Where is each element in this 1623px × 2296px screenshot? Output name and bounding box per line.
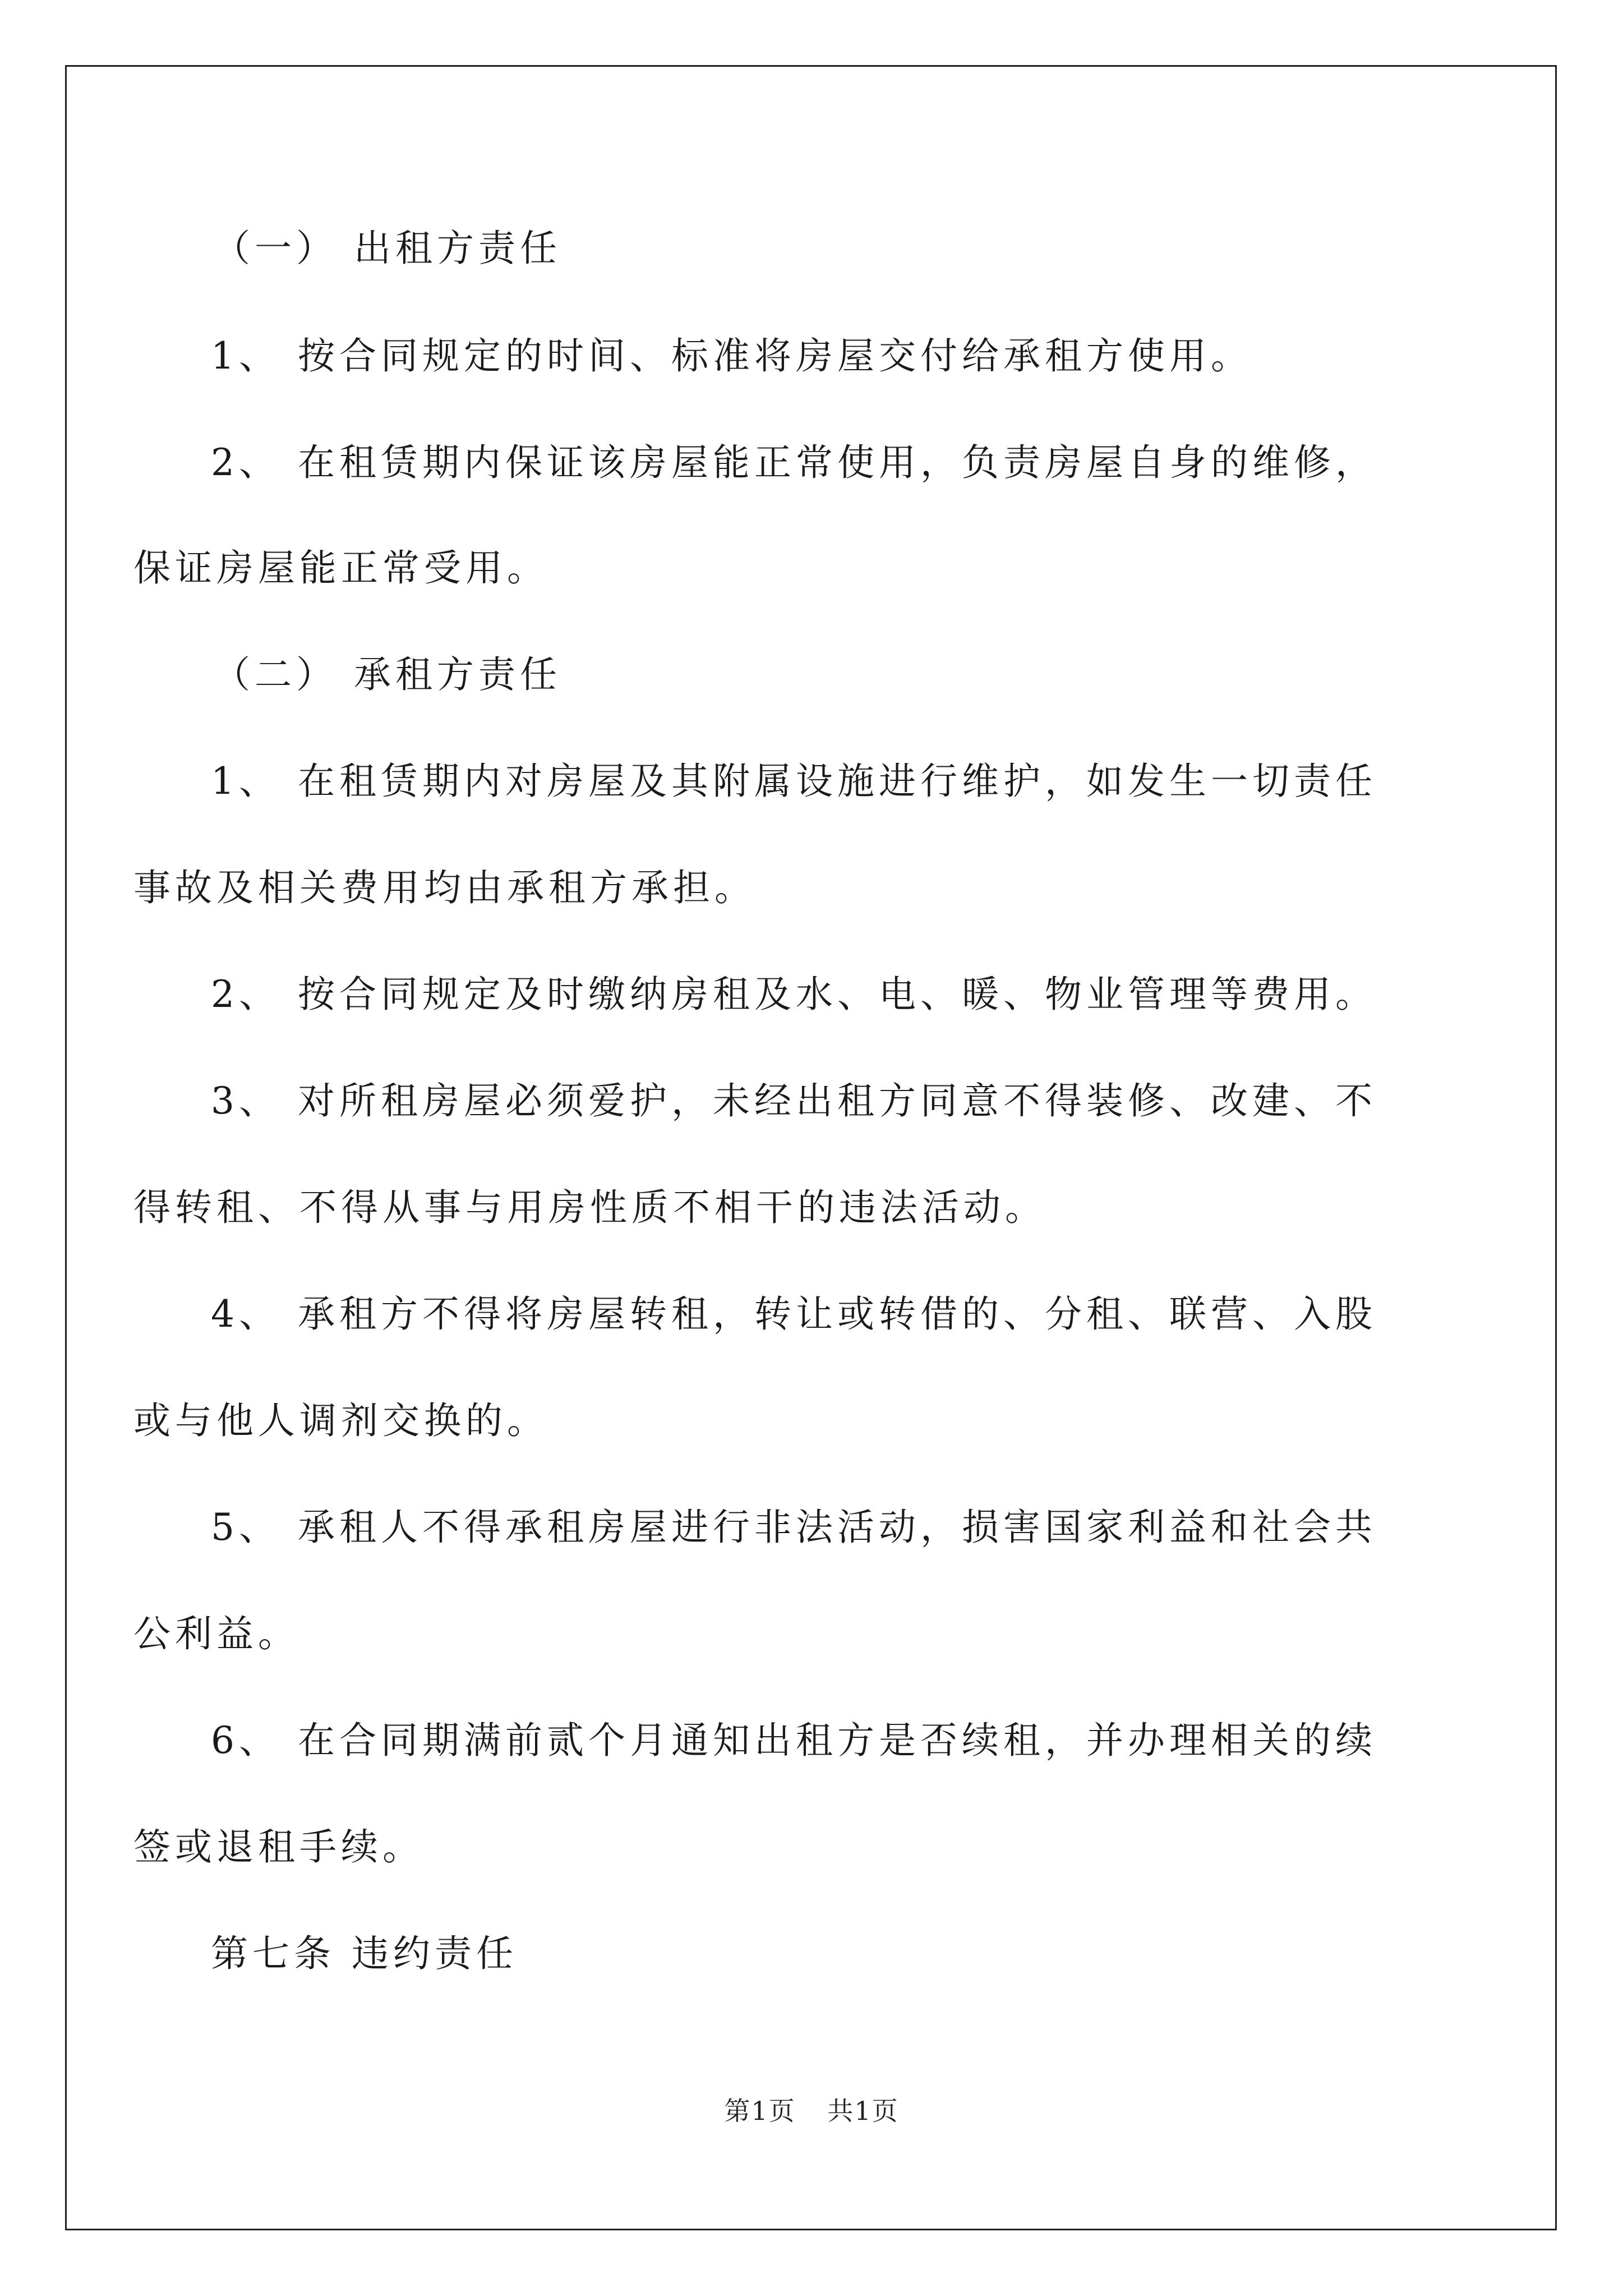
clause-number: 1、	[211, 334, 280, 378]
clause-lessee-2	[211, 972, 1377, 1017]
clause-lessee-3-continued: 得转租、不得从事与用房性质不相干的违法活动。	[133, 1186, 1046, 1229]
clause-number: 4、	[211, 1292, 280, 1336]
article-label: 第七条	[211, 1932, 335, 1975]
article-heading	[211, 1931, 518, 1976]
clause-number: 3、	[211, 1079, 280, 1122]
page-total: 共1页	[827, 2096, 899, 2126]
section-heading-lessor	[213, 226, 561, 271]
clause-text: 在租赁期内保证该房屋能正常使用，负责房屋自身的维修，	[298, 441, 1377, 484]
clause-lessee-4	[211, 1292, 1377, 1337]
page-footer	[0, 2095, 1623, 2127]
clause-lessee-1	[211, 759, 1377, 804]
article-title: 违约责任	[351, 1932, 518, 1975]
clause-lessee-5-continued: 公利益。	[133, 1612, 299, 1655]
clause-lessor-2	[211, 440, 1377, 485]
clause-lessee-6	[211, 1718, 1377, 1763]
clause-text: 承租人不得承租房屋进行非法活动，损害国家利益和社会共	[298, 1506, 1377, 1549]
clause-text: 按合同规定及时缴纳房租及水、电、暖、物业管理等费用。	[298, 973, 1377, 1016]
clause-number: 2、	[211, 441, 280, 484]
clause-text: 在合同期满前贰个月通知出租方是否续租，并办理相关的续	[298, 1719, 1377, 1762]
page-border	[65, 65, 1557, 2230]
clause-text: 按合同规定的时间、标准将房屋交付给承租方使用。	[298, 334, 1252, 378]
section-heading-lessee	[213, 652, 561, 697]
clause-lessee-3	[211, 1079, 1377, 1124]
clause-lessor-1	[211, 334, 1252, 379]
clause-number: 2、	[211, 973, 280, 1016]
clause-lessee-1-continued: 事故及相关费用均由承租方承担。	[133, 866, 756, 909]
clause-lessee-4-continued: 或与他人调剂交换的。	[133, 1399, 548, 1442]
section-title: 出租方责任	[353, 227, 561, 270]
section-marker: （二）	[213, 653, 338, 696]
page-number: 第1页	[724, 2096, 796, 2126]
section-marker: （一）	[213, 227, 338, 270]
clause-text: 在租赁期内对房屋及其附属设施进行维护，如发生一切责任	[298, 760, 1377, 803]
clause-number: 1、	[211, 760, 280, 803]
clause-lessee-5	[211, 1505, 1377, 1550]
clause-text: 对所租房屋必须爱护，未经出租方同意不得装修、改建、不	[298, 1079, 1377, 1122]
clause-text: 承租方不得将房屋转租，转让或转借的、分租、联营、入股	[298, 1292, 1377, 1336]
clause-lessor-2-continued: 保证房屋能正常受用。	[133, 546, 548, 590]
clause-number: 5、	[211, 1506, 280, 1549]
clause-lessee-6-continued: 签或退租手续。	[133, 1825, 424, 1869]
clause-number: 6、	[211, 1719, 280, 1762]
section-title: 承租方责任	[353, 653, 561, 696]
